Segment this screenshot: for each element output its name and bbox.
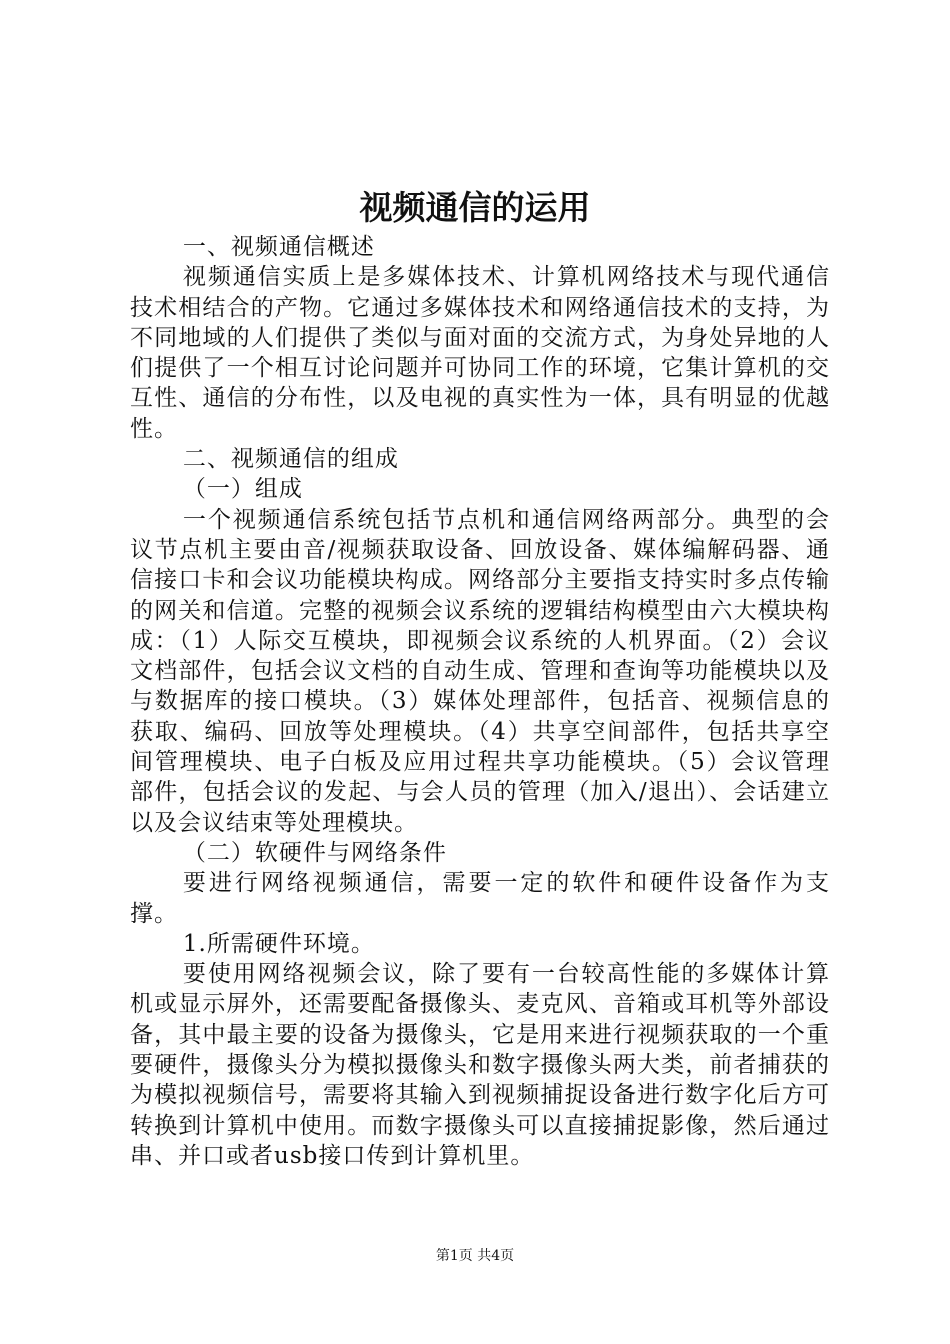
document-title: 视频通信的运用 (359, 188, 591, 227)
paragraph-hardware-environment: 要使用网络视频会议，除了要有一台较高性能的多媒体计算机或显示屏外，还需要配备摄像头、麦克风、音箱或耳机等外部设备，其中最主要的设备为摄像头，它是用来进行视频获取的一个重要硬件，摄像头分为模拟摄像头和数字摄像头两大类，前者捕获的为模拟视频信号，需要将其输入到视频捕捉设备进行数字化后方可转换到计算机中使用。而数字摄像头可以直接捕捉影像，然后通过串、并口或者usb接口传到计算机里。 (130, 961, 830, 1169)
paragraph-composition: 一个视频通信系统包括节点机和通信网络两部分。典型的会议节点机主要由音/视频获取设备、回放设备、媒体编解码器、通信接口卡和会议功能模块构成。网络部分主要指支持实时多点传输的网关和信道。完整的视频会议系统的逻辑结构模型由六大模块构成：（1）人际交互模块，即视频会议系统的人机界面。（2）会议文档部件，包括会议文档的自动生成、管理和查询等功能模块以及与数据库的接口模块。（3）媒体处理部件，包括音、视频信息的获取、编码、回放等处理模块。（4）共享空间部件，包括共享空间管理模块、电子白板及应用过程共享功能模块。（5）会议管理部件，包括会议的发起、与会人员的管理（加入/退出）、会话建立以及会议结束等处理模块。 (130, 506, 830, 836)
subheading-composition: （一）组成 (182, 476, 303, 503)
paragraph-overview: 视频通信实质上是多媒体技术、计算机网络技术与现代通信技术相结合的产物。它通过多媒体技术和网络通信技术的支持，为不同地域的人们提供了类似与面对面的交流方式，为身处异地的人们提供了一个相互讨论问题并可协同工作的环境，它集计算机的交互性、通信的分布性，以及电视的真实性为一体，具有明显的优越性。 (130, 264, 830, 442)
document-body (130, 232, 830, 1171)
heading-overview: 一、视频通信概述 (182, 234, 375, 260)
item-hardware-environment: 1.所需硬件环境。 (182, 930, 375, 957)
page-number-footer: 第1页 共4页 (435, 1248, 515, 1264)
subheading-hardware-software: （二）软硬件与网络条件 (182, 839, 447, 866)
heading-composition: 二、视频通信的组成 (182, 446, 399, 473)
paragraph-hardware-software: 要进行网络视频通信，需要一定的软件和硬件设备作为支撑。 (130, 870, 830, 927)
